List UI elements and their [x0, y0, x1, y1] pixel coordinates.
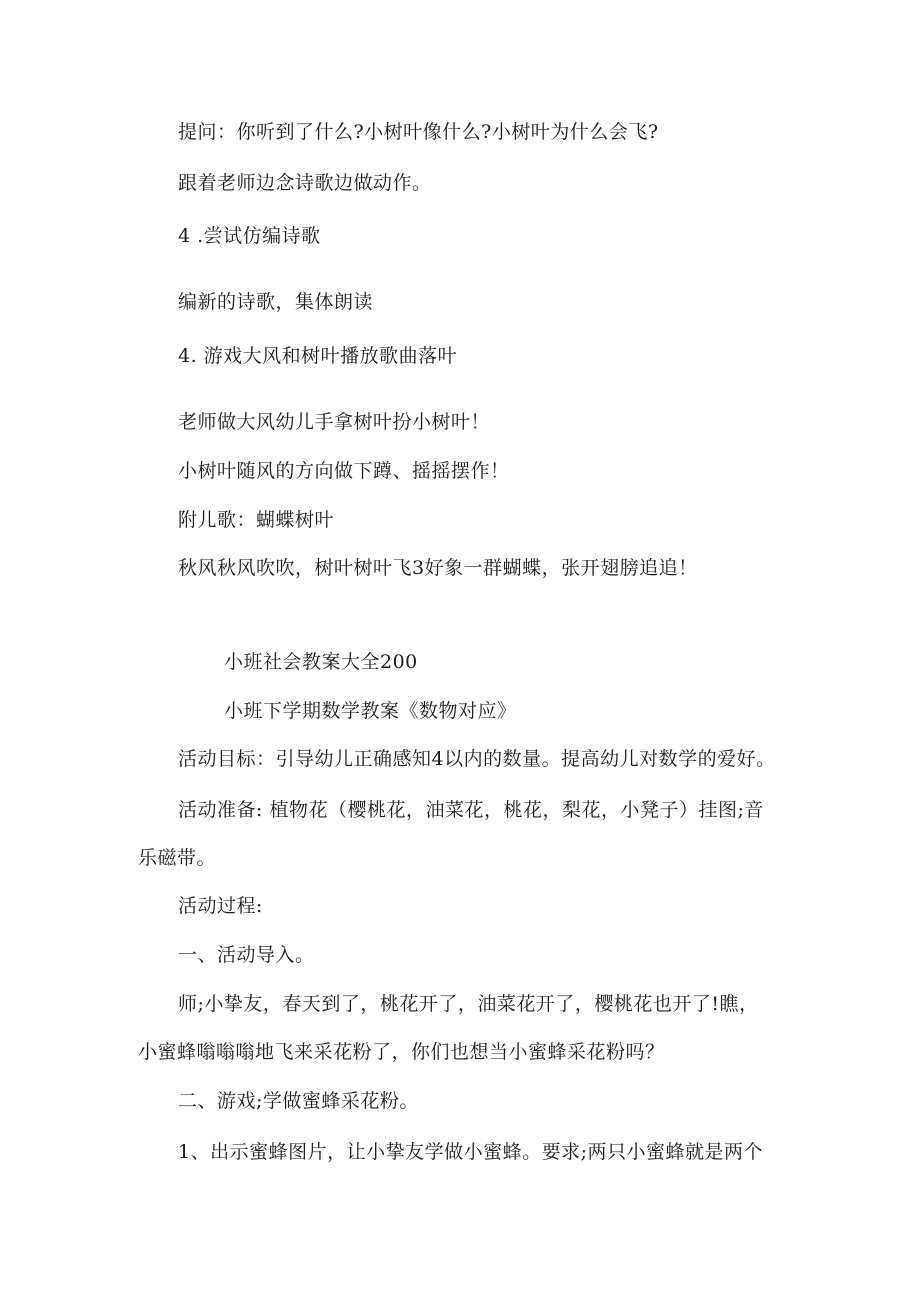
paragraph-teacher-wind: 老师做大风幼儿手拿树叶扮小树叶！	[178, 411, 491, 433]
paragraph-activity-prep-cont: 乐磁带。	[138, 847, 217, 869]
paragraph-song-title: 附儿歌：蝴蝶树叶	[178, 509, 335, 531]
paragraph-recite: 编新的诗歌，集体朗读	[178, 291, 374, 313]
paragraph-song-lyrics: 秋风秋风吹吹，树叶树叶飞3好象一群蝴蝶，张开翅膀追追！	[178, 557, 698, 579]
lesson-title: 小班下学期数学教案《数物对应》	[224, 700, 517, 722]
list-item-game: 4. 游戏大风和树叶播放歌曲落叶	[178, 345, 458, 367]
paragraph-teacher-says: 师;小挚友，春天到了，桃花开了，油菜花开了，樱桃花也开了!瞧，	[178, 993, 759, 1015]
paragraph-activity-prep: 活动准备: 植物花（樱桃花，油菜花，桃花，梨花，小凳子）挂图;音	[178, 799, 764, 821]
heading-activity-intro: 一、活动导入。	[178, 944, 315, 966]
paragraph-teacher-says-cont: 小蜜蜂嗡嗡嗡地飞来采花粉了，你们也想当小蜜蜂采花粉吗？	[138, 1041, 665, 1063]
paragraph-question: 提问：你听到了什么?小树叶像什么?小树叶为什么会飞?	[178, 121, 659, 143]
list-item-show-bee: 1、出示蜜蜂图片，让小挚友学做小蜜蜂。要求;两只小蜜蜂就是两个	[178, 1141, 763, 1163]
paragraph-activity-goal: 活动目标：引导幼儿正确感知4以内的数量。提高幼儿对数学的爱好。	[178, 748, 776, 770]
section-title: 小班社会教案大全200	[224, 651, 418, 673]
paragraph-follow-teacher: 跟着老师边念诗歌边做动作。	[178, 172, 432, 194]
list-item-try-poem: 4 .尝试仿编诗歌	[178, 225, 321, 247]
paragraph-activity-process: 活动过程:	[178, 895, 263, 917]
heading-game-bees: 二、游戏;学做蜜蜂采花粉。	[178, 1090, 419, 1112]
paragraph-leaves-move: 小树叶随风的方向做下蹲、摇摇摆作！	[178, 460, 510, 482]
